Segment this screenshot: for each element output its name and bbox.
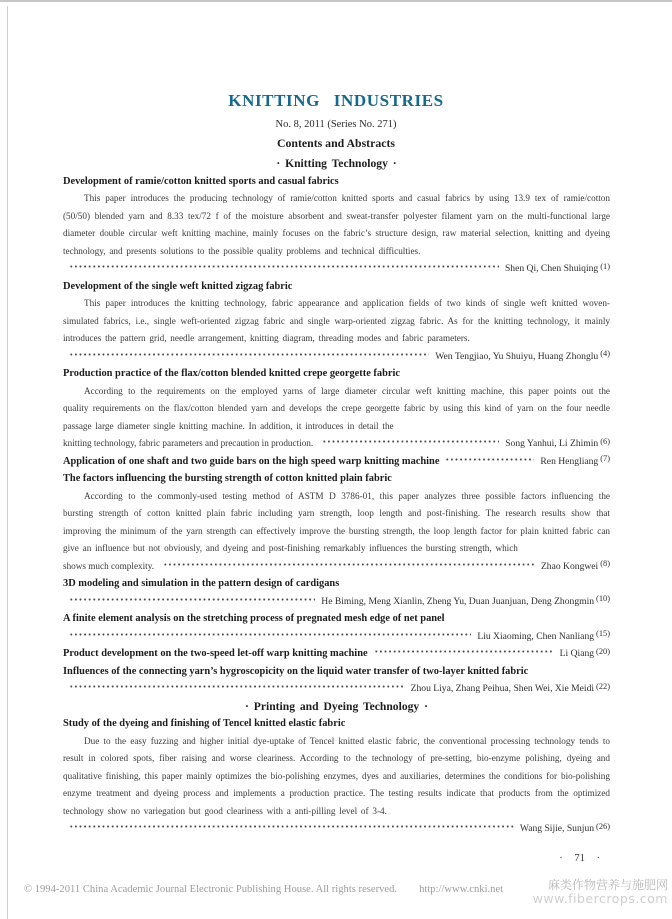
entry-authors-row: [63, 348, 610, 366]
page-ref: (10): [596, 594, 610, 603]
abstract-entry: [63, 365, 610, 453]
abstract-entry: [63, 610, 610, 645]
entry-title-row: [63, 645, 610, 663]
entry-authors-row: [63, 558, 610, 576]
abstract-entry: [63, 575, 610, 610]
dotted-leader: [69, 262, 499, 271]
journal-title: KNITTING INDUSTRIES: [228, 91, 444, 110]
dotted-leader: [69, 595, 315, 604]
page-ref: (6): [600, 436, 610, 446]
abstract-tail: knitting technology, fabric parameters and precaution in production.: [63, 438, 314, 448]
entry-abstract: Due to the easy fuzzing and higher initial dye-uptake of Tencel knitted elastic fabric, the conventional processing technology tends to result in colored spots, fiber raising and worse cleariness. According to the technology of pre-setting, bio-enzyme polishing, dyeing and qualitative finishing, this paper mainly optimizes the bio-polishing enzymes, dyes and auxiliaries, determines the conditions for bio-polishing enzyme treatment and dyeing process and implements a production practice. The testing results indicate that products from the optimized technology show no variegation but good cleariness with a anti-pilling level of 3-4.: [63, 735, 610, 816]
entry-authors-row: [63, 820, 610, 838]
entry-authors: Zhou Liya, Zhang Peihua, Shen Wei, Xie Meidi (22): [410, 681, 610, 694]
abstract-entry: [63, 645, 610, 663]
entry-title: The factors influencing the bursting strength of cotton knitted plain fabric: [63, 473, 392, 484]
entry-title: A finite element analysis on the stretching process of pregnated mesh edge of net panel: [63, 613, 445, 624]
entry-authors-row: [63, 628, 610, 646]
entry-abstract: According to the commonly-used testing method of ASTM D 3786-01, this paper analyzes three possible factors influencing the bursting strength of cotton knitted plain fabric including yarn strength, loop length and post-finishing. The research results show that improving the minimum of the yarn strength can effectively improve the bursting strength, the loop length factor for plain knitted fabric can give an influence but not obviously, and dyeing and post-finishing remarkably influences the bursting strength, which: [63, 490, 610, 553]
entry-authors-row: [63, 680, 610, 698]
entry-title: Product development on the two-speed let-off warp knitting machine: [63, 648, 368, 659]
cnki-url: http://www.cnki.net: [419, 884, 504, 895]
issue-line: No. 8, 2011 (Series No. 271): [275, 119, 397, 130]
entry-abstract: This paper introduces the knitting technology, fabric appearance and application fields of two kinds of single weft knitted woven-simulated fabrics, i.e., single weft-oriented zigzag fabric and single warp-oriented zigzag fabric. As for the knitting technology, it mainly introduces the pattern grid, needle arrangement, knitting diagram, threading modes and fabric parameters.: [63, 298, 610, 343]
page-ref: (15): [596, 629, 610, 638]
entry-authors: Liu Xiaoming, Chen Nanliang (15): [477, 629, 610, 642]
copyright-text: © 1994-2011 China Academic Journal Electronic Publishing House. All rights reserved.: [24, 884, 398, 895]
dotted-leader: [69, 350, 429, 359]
page-number: · 71 ·: [559, 853, 600, 864]
entry-authors: Li Qiang (20): [559, 646, 610, 659]
entry-authors: Song Yanhui, Li Zhimin (6): [505, 436, 610, 449]
entry-title: Production practice of the flax/cotton blended knitted crepe georgette fabric: [63, 368, 400, 379]
entry-abstract: According to the requirements on the employed yarns of large diameter circular weft knitting machine, this paper points out the quality requirements on the flax/cotton blended yarn and develops the crepe georgette fabric by using this kind of yarn on the four needle passage large diameter single knitting machine. In addition, it introduces in detail the: [63, 385, 610, 431]
entry-authors-row: [63, 435, 610, 453]
entry-authors: Zhao Kongwei (8): [540, 559, 610, 572]
abstract-entry: [63, 470, 610, 575]
entry-title-row: [63, 453, 610, 471]
section-header: · Knitting Technology ·: [276, 157, 397, 170]
entry-authors: Ren Hengliang (7): [540, 454, 610, 467]
entry-abstract: This paper introduces the producing technology of ramie/cotton knitted sports and casual fabrics by using 13.9 tex of ramie/cotton (50/50) blended yarn and 8.33 tex/72 f of the moisture absorbent and sweat-transfer polyester filament yarn on the multi-functional large diameter double circular weft knitting machine, mainly focuses on the fabric’s structure design, raw material selection, knitting and dyeing technology, and presents solutions to the possible quality problems and technical difficulties.: [63, 193, 610, 256]
abstract-entry: [63, 453, 610, 471]
watermark: [533, 879, 668, 905]
page-ref: (1): [600, 261, 610, 271]
entry-title: Application of one shaft and two guide bars on the high speed warp knitting machine: [63, 455, 440, 467]
page-left-edge: [7, 6, 8, 919]
section-header: · Printing and Dyeing Technology ·: [245, 699, 428, 713]
entry-title: Study of the dyeing and finishing of Tencel knitted elastic fabric: [63, 718, 346, 729]
abstract-entry: [63, 173, 610, 278]
entry-title: Influences of the connecting yarn’s hygroscopicity on the liquid water transfer of two-layer knitted fabric: [63, 665, 529, 677]
page-top-edge: [0, 0, 672, 2]
abstract-entry: [63, 663, 610, 698]
watermark-chinese: 麻类作物营养与施肥网: [547, 878, 668, 892]
dotted-leader: [69, 822, 514, 831]
abstract-tail: shows much complexity.: [63, 560, 155, 571]
page-ref: (7): [600, 454, 610, 463]
page-ref: (22): [596, 681, 610, 691]
entry-authors-row: [63, 260, 610, 278]
page-header: [0, 93, 672, 150]
page-ref: (26): [596, 821, 610, 831]
copyright-line: [24, 884, 503, 895]
watermark-url: www.fibercrops.com: [532, 891, 668, 906]
dotted-leader: [69, 630, 471, 639]
entry-authors-row: [63, 593, 610, 611]
entry-authors: Shen Qi, Chen Shuiqing (1): [504, 261, 610, 274]
entry-title: Development of ramie/cotton knitted sports and casual fabrics: [63, 175, 339, 187]
page-ref: (4): [600, 349, 610, 358]
abstracts-list: [63, 155, 610, 838]
dotted-leader: [445, 455, 534, 464]
entry-authors: Wang Sijie, Sunjun (26): [519, 821, 610, 834]
dotted-leader: [69, 682, 405, 691]
entry-title: 3D modeling and simulation in the pattern design of cardigans: [63, 578, 340, 589]
entry-authors: He Biming, Meng Xianlin, Zheng Yu, Duan Juanjuan, Deng Zhongmin (10): [321, 594, 610, 607]
entry-authors: Wen Tengjiao, Yu Shuiyu, Huang Zhonglu (4): [435, 349, 610, 362]
abstract-entry: [63, 278, 610, 366]
contents-heading: Contents and Abstracts: [277, 136, 395, 150]
dotted-leader: [163, 560, 535, 569]
dotted-leader: [322, 437, 499, 446]
abstract-entry: [63, 715, 610, 838]
entry-title: Development of the single weft knitted zigzag fabric: [63, 280, 293, 292]
page-ref: (8): [600, 559, 610, 568]
page-ref: (20): [596, 646, 610, 656]
dotted-leader: [374, 647, 554, 656]
